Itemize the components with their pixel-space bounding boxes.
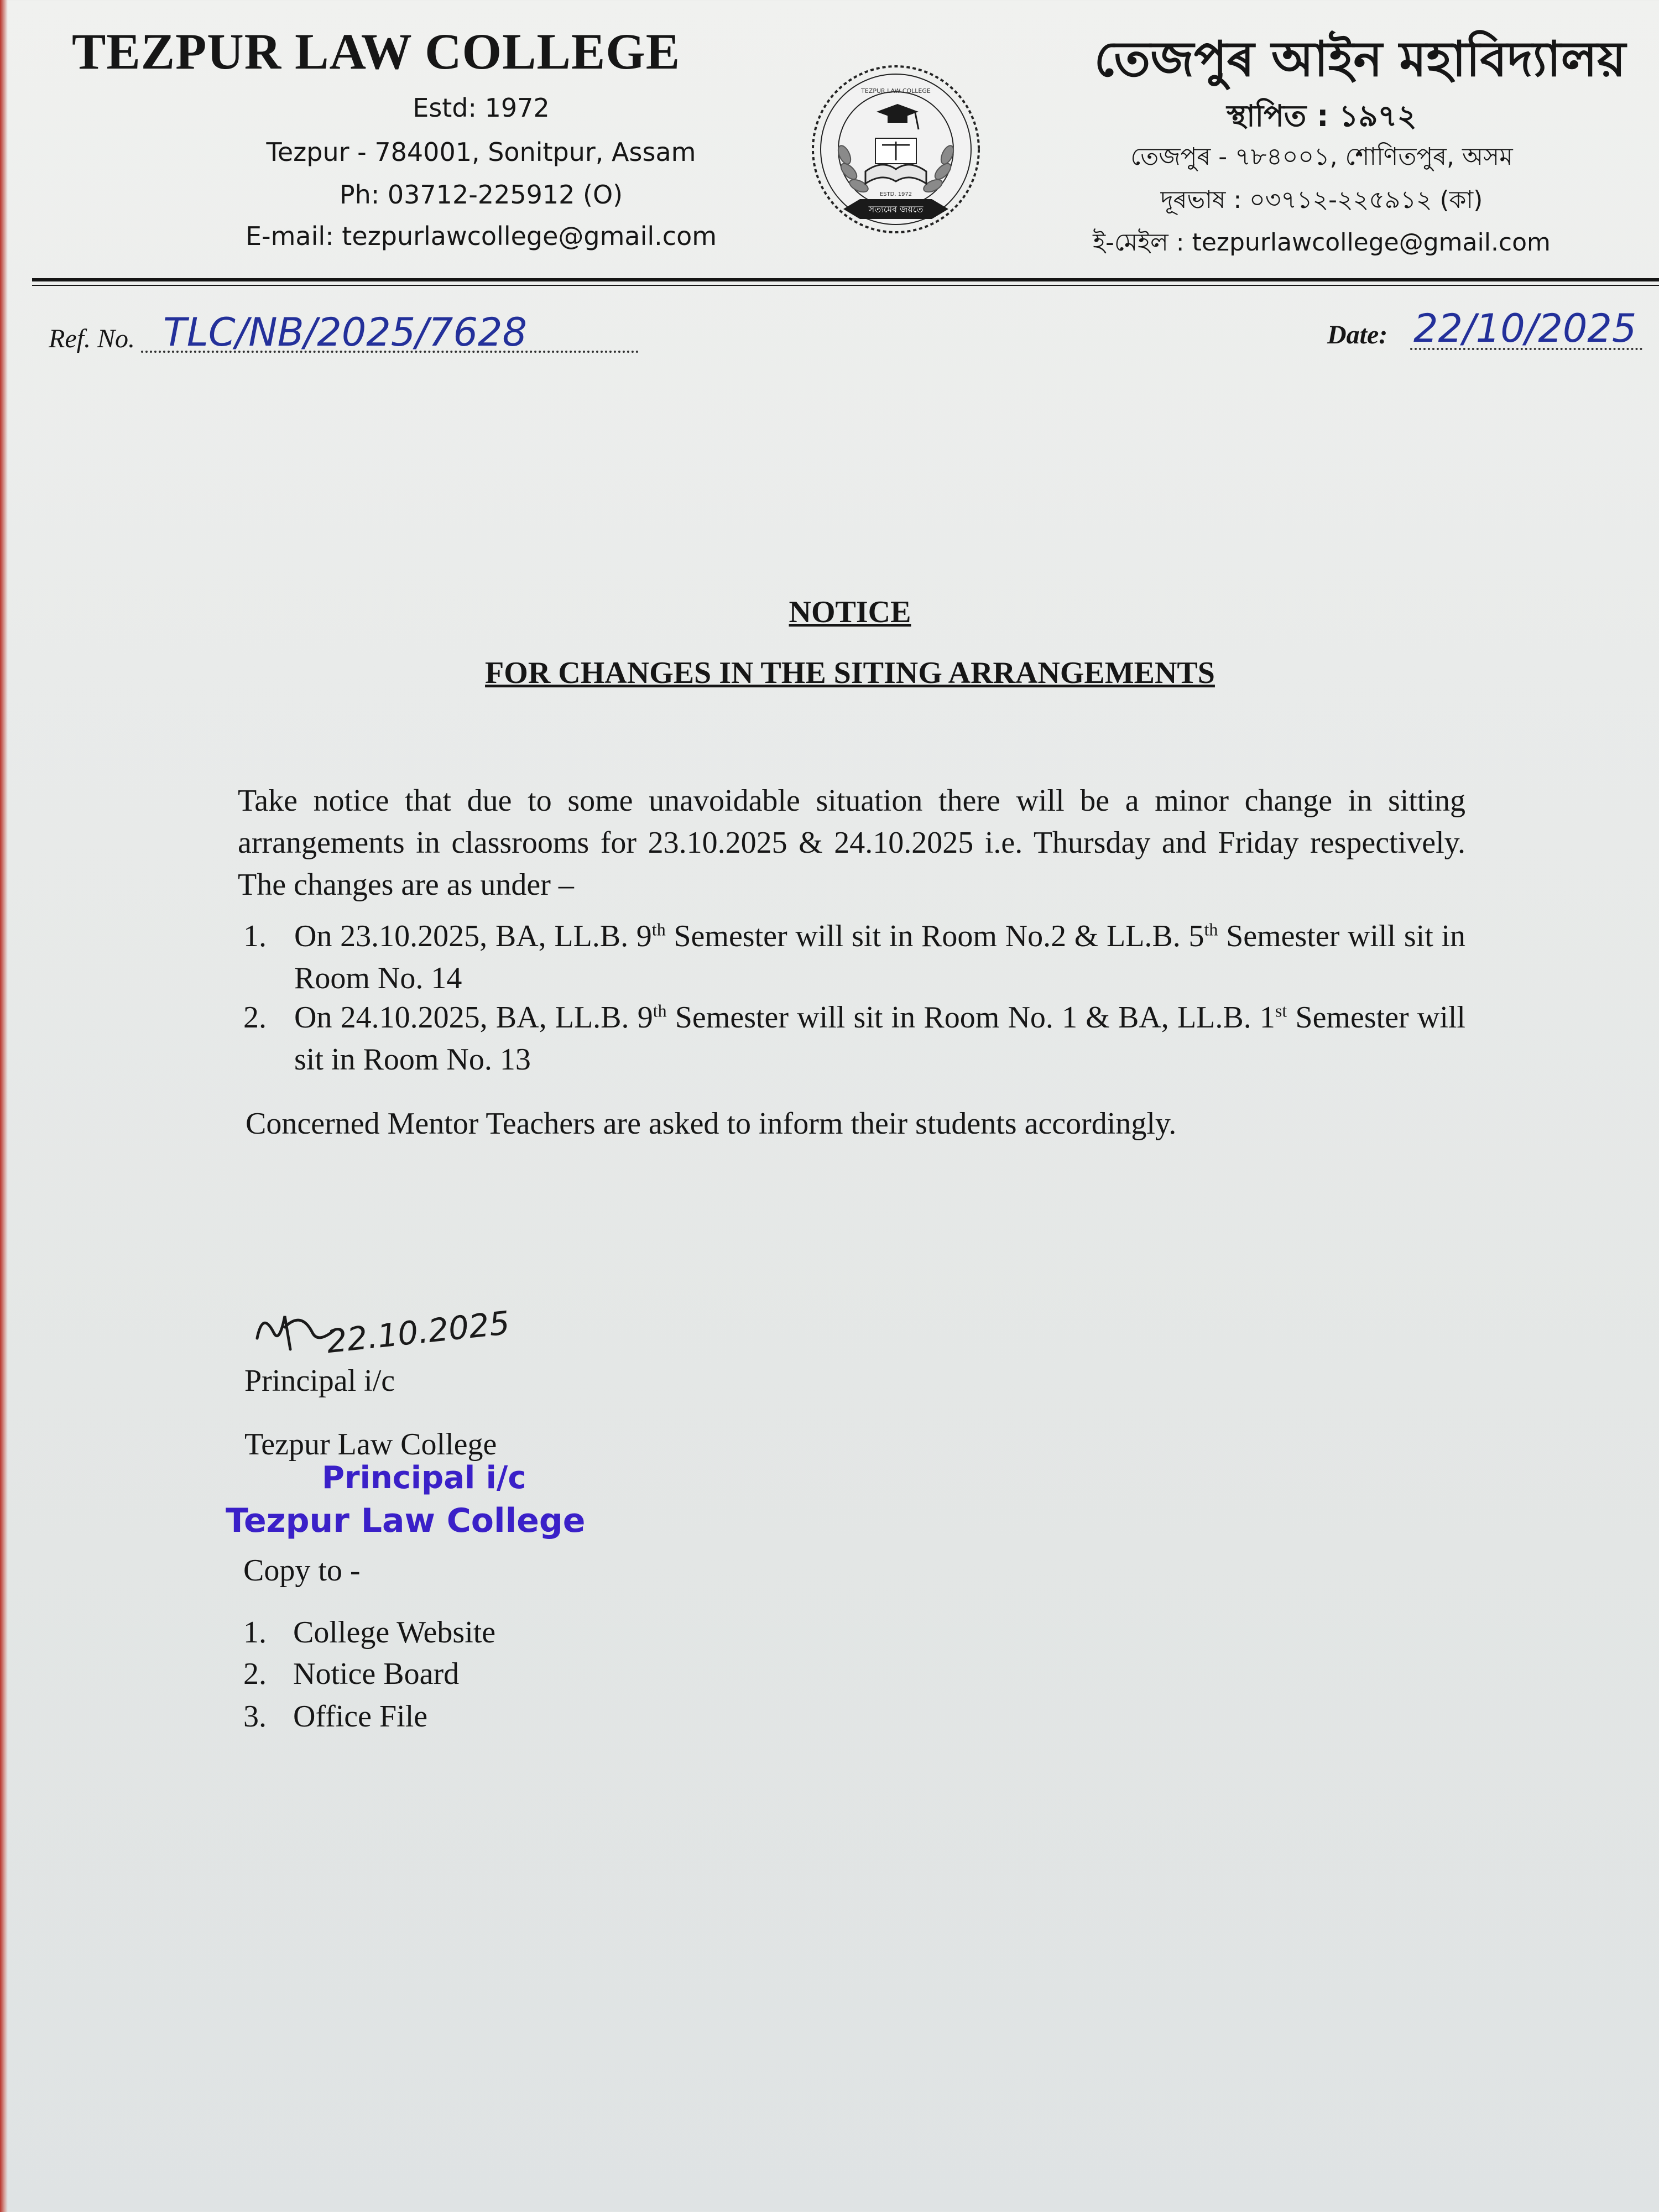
date-value: 22/10/2025 [1413, 306, 1637, 351]
phone-english: Ph: 03712-225912 (O) [339, 180, 623, 210]
list-item [243, 997, 1465, 1081]
established-english: Estd: 1972 [413, 93, 550, 123]
date-label: Date: [1327, 320, 1388, 349]
stamp-line-principal: Principal i/c [322, 1460, 526, 1496]
ref-no-label: Ref. No. [49, 324, 135, 353]
signature-date: 22.10.2025 [325, 1303, 512, 1361]
college-name-english: TEZPUR LAW COLLEGE [72, 23, 681, 80]
college-seal-icon [805, 61, 987, 243]
page-edge-shadow [0, 0, 8, 2212]
list-item-number: 2. [243, 1000, 267, 1035]
copy-to-label: Copy to - [243, 1553, 361, 1588]
header-divider-thin [32, 285, 1659, 286]
list-item [243, 915, 1465, 999]
address-english: Tezpur - 784001, Sonitpur, Assam [266, 137, 696, 167]
notice-subtitle: FOR CHANGES IN THE SITING ARRANGEMENTS [485, 656, 1215, 690]
signature-designation: Principal i/c [244, 1364, 395, 1398]
stamp-line-college: Tezpur Law College [226, 1501, 586, 1540]
copy-to-item: 1. College Website [243, 1615, 496, 1650]
list-item-text: On 23.10.2025, BA, LL.B. 9th Semester will sit in Room No.2 & LL.B. 5th Semester will sit in Room No. 14 [294, 919, 1466, 995]
phone-assamese: দূৰভাষ : ০৩৭১২-২২৫৯১২ (কা) [1160, 186, 1483, 214]
header-divider [32, 278, 1659, 281]
date-dotted-line [1410, 306, 1642, 351]
address-assamese: তেজপুৰ - ৭৮৪০০১, শোণিতপুৰ, অসম [1130, 143, 1513, 171]
email-assamese: ই-মেইল : tezpurlawcollege@gmail.com [1093, 228, 1551, 257]
copy-to-item: 3. Office File [243, 1699, 428, 1734]
notice-title: NOTICE [789, 595, 911, 629]
email-english: E-mail: tezpurlawcollege@gmail.com [245, 221, 717, 251]
notice-intro-paragraph: Take notice that due to some unavoidable situation there will be a minor change in sitting arrangements in classrooms for 23.10.2025 & 24.10.2025 i.e. Thursday and Friday respectively. The changes are as under – [238, 784, 1465, 902]
seal-ring-text: TEZPUR LAW COLLEGE [861, 87, 931, 95]
copy-to-item: 2. Notice Board [243, 1657, 460, 1691]
list-item-number: 1. [243, 919, 267, 953]
college-name-assamese: তেজপুৰ আইন মহাবিদ্যালয় [1094, 30, 1626, 87]
established-assamese: স্থাপিত : ১৯৭২ [1227, 98, 1417, 133]
seal-ribbon-text: সত্যমেব জয়তে [868, 204, 924, 215]
seal-estd-text: ESTD. 1972 [879, 191, 912, 197]
list-item-text: On 24.10.2025, BA, LL.B. 9th Semester will sit in Room No. 1 & BA, LL.B. 1st Semester will sit in Room No. 13 [294, 1000, 1465, 1077]
closing-line: Concerned Mentor Teachers are asked to inform their students accordingly. [246, 1107, 1177, 1141]
signature-institution: Tezpur Law College [244, 1427, 497, 1462]
ref-no-dotted-line [141, 310, 639, 355]
ref-no-value: TLC/NB/2025/7628 [163, 310, 528, 355]
